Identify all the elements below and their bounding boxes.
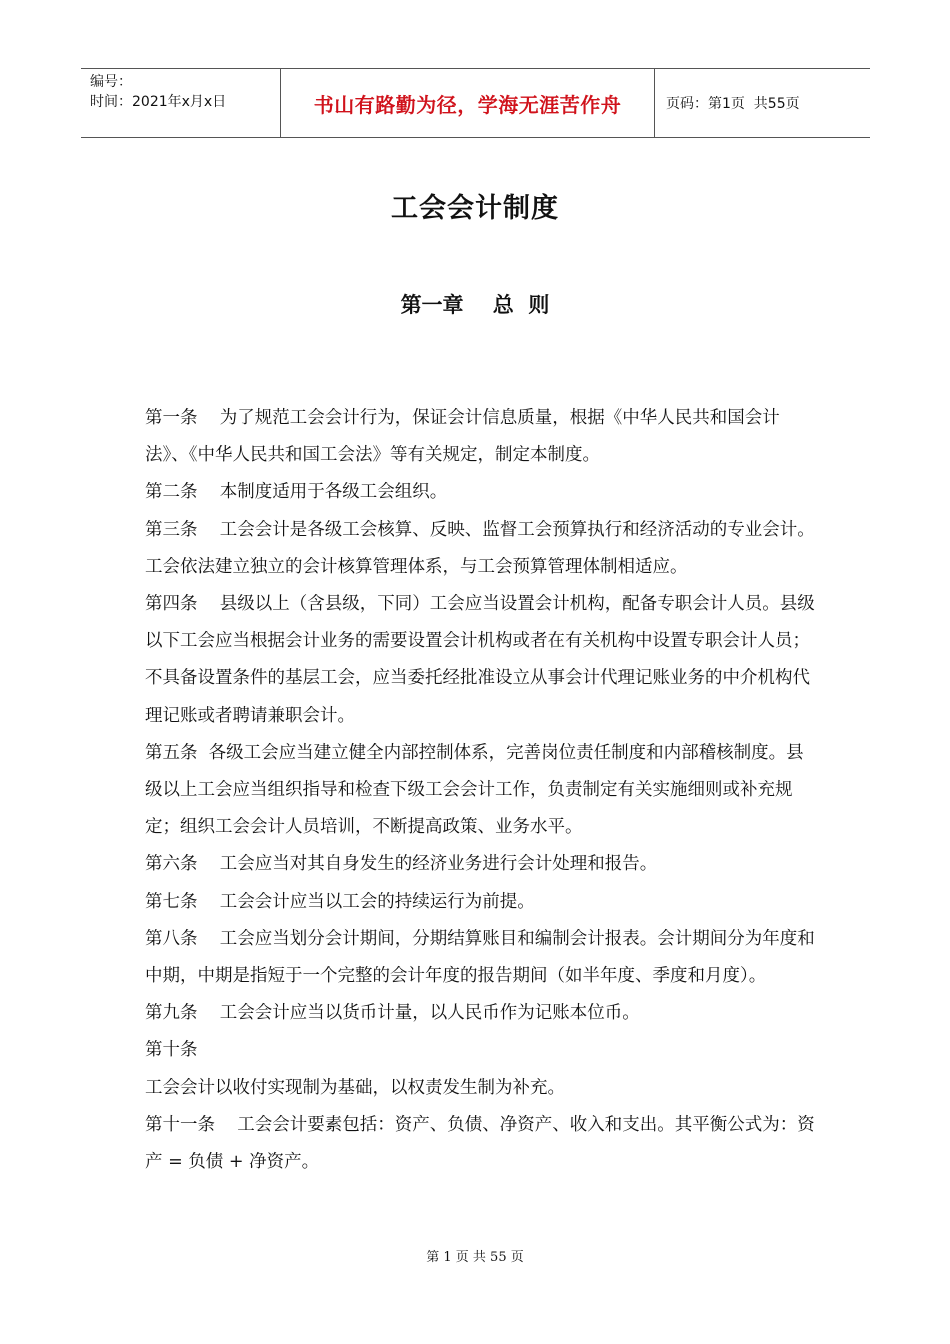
page-header [81,68,870,138]
header-motto: 书山有路勤为径，学海无涯苦作舟 [281,69,655,137]
article-paragraph: 第三条 工会会计是各级工会核算、反映、监督工会预算执行和经济活动的专业会计。工会依法建立独立的会计核算管理体系，与工会预算管理体制相适应。 [145,519,815,577]
header-page-info: 页码：第1页 共55页 [666,96,800,112]
article-paragraph: 第五条 各级工会应当建立健全内部控制体系，完善岗位责任制度和内部稽核制度。县级以上工会应当组织指导和检查下级工会会计工作，负责制定有关实施细则或补充规定；组织工会会计人员培训，不断提高政策、业务水平。 [145,742,804,838]
article-paragraph: 第十条 [145,1040,198,1061]
document-title: 工会会计制度 [391,193,559,224]
article-paragraph: 第九条 工会会计应当以货币计量，以人民币作为记账本位币。 [145,1003,640,1024]
chapter-heading: 第一章 总 则 [400,293,550,317]
article-paragraph: 工会会计以收付实现制为基础，以权责发生制为补充。 [145,1077,565,1098]
document-body [145,400,817,1181]
article-paragraph: 第六条 工会应当对其自身发生的经济业务进行会计处理和报告。 [145,854,658,875]
article-paragraph: 第八条 工会应当划分会计期间，分期结算账目和编制会计报表。会计期间分为年度和中期，中期是指短于一个完整的会计年度的报告期间（如半年度、季度和月度）。 [145,928,815,987]
article-paragraph: 第一条 为了规范工会会计行为，保证会计信息质量，根据《中华人民共和国会计法》、《中华人民共和国工会法》等有关规定，制定本制度。 [145,408,780,466]
document-number-label: 编号： [90,74,132,90]
article-paragraph: 第七条 工会会计应当以工会的持续运行为前提。 [145,891,535,912]
article-paragraph: 第二条 本制度适用于各级工会组织。 [145,482,448,503]
article-paragraph: 第四条 县级以上（含县级，下同）工会应当设置会计机构，配备专职会计人员。县级以下工会应当根据会计业务的需要设置会计机构或者在有关机构中设置专职会计人员；不具备设置条件的基层工会，应当委托经批准设立从事会计代理记账业务的中介机构代理记账或者聘请兼职会计。 [145,594,815,726]
header-meta [81,69,281,137]
page-footer: 第 1 页 共 55 页 [426,1250,524,1265]
article-paragraph: 第十一条 工会会计要素包括：资产、负债、净资产、收入和支出。其平衡公式为：资产 = 负债 + 净资产。 [145,1114,815,1173]
document-date-label: 时间：2021年x月x日 [90,94,227,110]
